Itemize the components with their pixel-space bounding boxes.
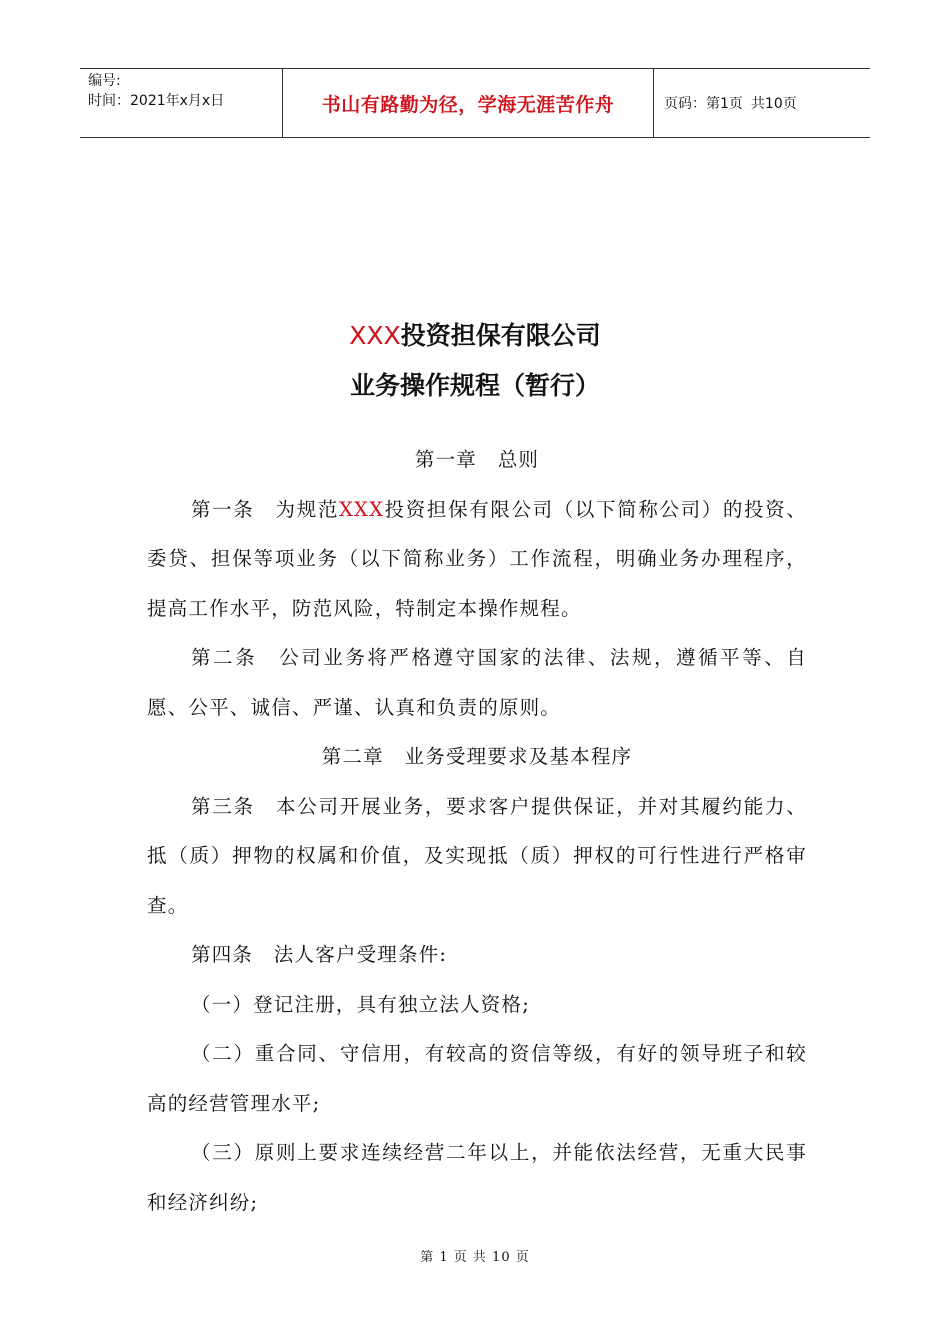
- list-item: （三）原则上要求连续经营二年以上，并能依法经营，无重大民事和经济纠纷;: [147, 1141, 807, 1214]
- article-paragraph: [147, 485, 807, 634]
- article-paragraph: 第二条 公司业务将严格遵守国家的法律、法规，遵循平等、自愿、公平、诚信、严谨、认真和负责的原则。: [147, 646, 807, 719]
- header-total-label: 共10页: [750, 96, 797, 112]
- document-title: 业务操作规程（暂行）: [349, 371, 600, 400]
- article-paragraph: 第三条 本公司开展业务，要求客户提供保证，并对其履约能力、抵（质）押物的权属和价值，及实现抵（质）押权的可行性进行严格审查。: [147, 794, 807, 917]
- company-title: [0, 316, 950, 352]
- article-paragraph: 第四条 法人客户受理条件:: [191, 943, 448, 966]
- header-meta: [80, 69, 282, 137]
- chapter-heading: 第二章 业务受理要求及基本程序: [321, 745, 633, 768]
- list-item: （二）重合同、守信用，有较高的资信等级，有好的领导班子和较高的经营管理水平;: [147, 1042, 807, 1115]
- article-text: 投资担保有限公司（以下简称公司）的投资、委贷、担保等项业务（以下简称业务）工作流程，明确业务办理程序，提高工作水平，防范风险，特制定本操作规程。: [147, 497, 807, 620]
- chapter-heading: 第一章 总则: [414, 448, 540, 471]
- page-header: [80, 68, 870, 138]
- document-body: [147, 435, 807, 1227]
- page-footer: 第 1 页 共 10 页: [420, 1250, 530, 1265]
- header-page-label: 页码：第1页: [664, 96, 743, 112]
- header-date-label: 时间：2021年x月x日: [88, 93, 225, 109]
- company-placeholder: XXX: [338, 497, 385, 521]
- header-page-info: [654, 69, 870, 137]
- list-item: （一）登记注册，具有独立法人资格;: [191, 992, 530, 1016]
- article-text: 第一条 为规范: [191, 497, 339, 521]
- header-number-label: 编号:: [88, 73, 121, 89]
- company-name-rest: 投资担保有限公司: [400, 321, 601, 350]
- company-prefix: XXX: [349, 321, 401, 350]
- header-motto: 书山有路勤为径，学海无涯苦作舟: [282, 69, 654, 137]
